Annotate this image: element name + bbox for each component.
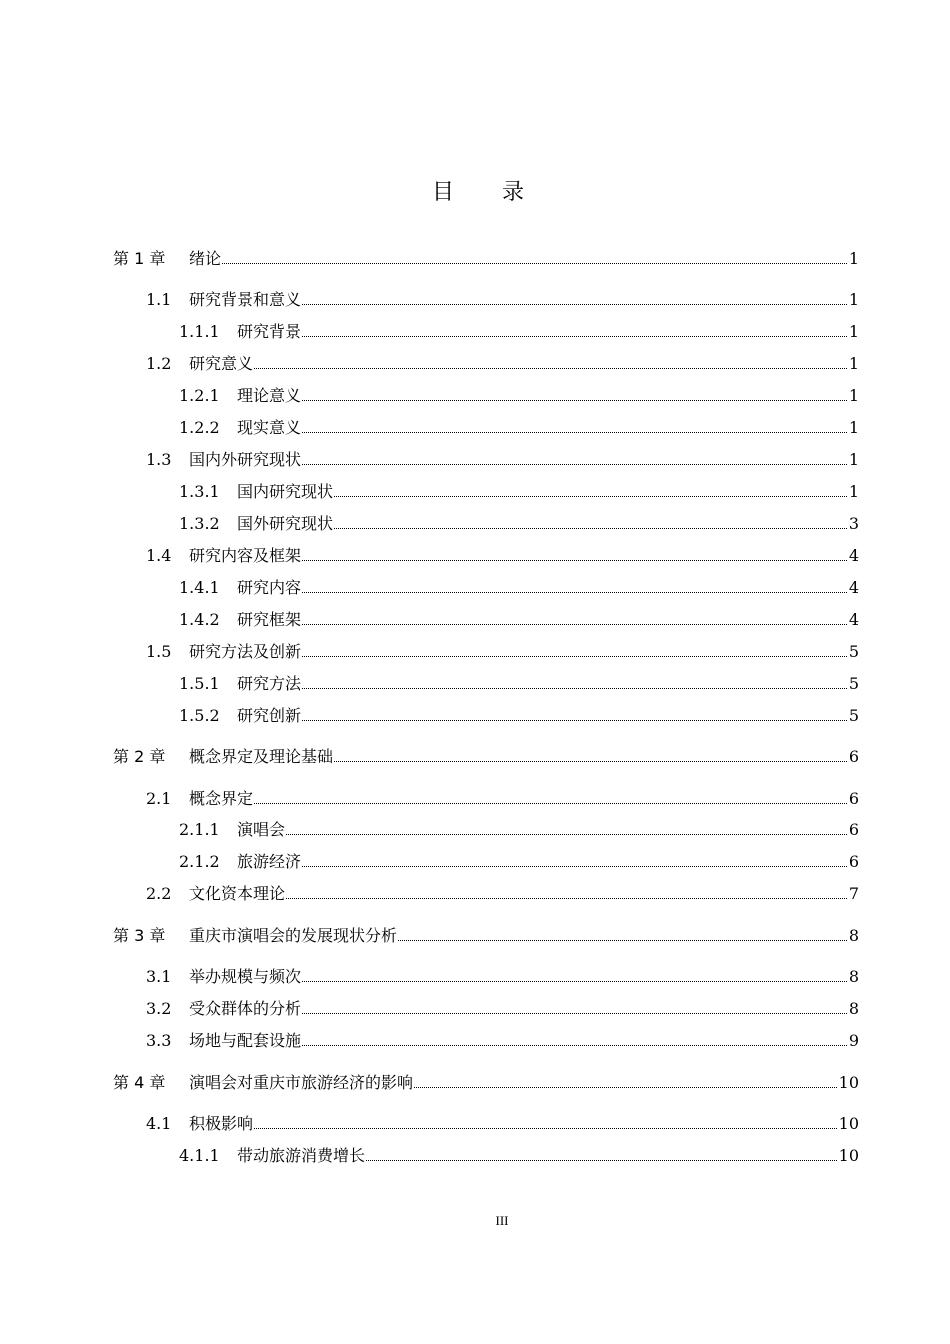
toc-dot-leader (334, 496, 847, 497)
toc-entry-number: 第 2 章 (113, 747, 166, 766)
toc-entry-title: 研究方法 (237, 674, 302, 693)
toc-entry-body (189, 1112, 859, 1136)
toc-entry-page: 4 (848, 610, 859, 629)
toc-entry-body (237, 384, 859, 408)
toc-entry-page: 6 (848, 820, 859, 839)
toc-entry-body (237, 850, 859, 874)
toc-entry-number: 1.2 (146, 354, 172, 373)
toc-entry-body (237, 512, 859, 536)
toc-entry-body (189, 965, 859, 989)
toc-entry-body (237, 818, 859, 842)
toc-entry-number: 2.1 (146, 789, 172, 808)
toc-entry-number: 2.2 (146, 884, 172, 903)
toc-entry-title: 研究内容 (237, 578, 302, 597)
toc-section-entry[interactable] (0, 448, 950, 472)
page-number: III (495, 1213, 509, 1228)
toc-entry-page: 8 (848, 967, 859, 986)
toc-section-entry[interactable] (0, 1112, 950, 1136)
toc-entry-page: 1 (848, 249, 859, 268)
toc-entry-title: 研究意义 (189, 354, 254, 373)
toc-dot-leader (366, 1160, 837, 1161)
toc-entry-body (189, 787, 859, 811)
toc-entry-title: 研究背景和意义 (189, 290, 302, 309)
toc-entry-number: 2.1.1 (179, 820, 220, 839)
toc-entry-body (189, 1029, 859, 1053)
toc-subsection-entry[interactable] (0, 608, 950, 632)
toc-entry-title: 带动旅游消费增长 (237, 1146, 366, 1165)
toc-dot-leader (302, 1013, 847, 1014)
toc-section-entry[interactable] (0, 997, 950, 1021)
toc-dot-leader (254, 368, 847, 369)
toc-entry-number: 1.2.1 (179, 386, 220, 405)
toc-entry-body (189, 544, 859, 568)
toc-dot-leader (302, 592, 847, 593)
toc-entry-page: 8 (848, 926, 859, 945)
toc-entry-page: 5 (848, 706, 859, 725)
toc-section-entry[interactable] (0, 787, 950, 811)
toc-section-entry[interactable] (0, 544, 950, 568)
toc-entry-body (237, 320, 859, 344)
toc-entry-body (189, 924, 859, 948)
toc-entry-page: 5 (848, 642, 859, 661)
toc-entry-page: 6 (848, 852, 859, 871)
toc-entry-number: 1.1 (146, 290, 172, 309)
toc-section-entry[interactable] (0, 352, 950, 376)
toc-entry-number: 3.3 (146, 1031, 172, 1050)
toc-entry-page: 10 (838, 1114, 859, 1133)
toc-dot-leader (398, 940, 847, 941)
toc-subsection-entry[interactable] (0, 320, 950, 344)
toc-entry-page: 4 (848, 578, 859, 597)
toc-dot-leader (414, 1087, 837, 1088)
toc-entry-page: 6 (848, 789, 859, 808)
toc-entry-body (189, 745, 859, 769)
toc-subsection-entry[interactable] (0, 512, 950, 536)
toc-entry-title: 文化资本理论 (189, 884, 286, 903)
toc-entry-number: 1.1.1 (179, 322, 220, 341)
toc-entry-number: 3.1 (146, 967, 172, 986)
toc-entry-body (189, 448, 859, 472)
toc-entry-title: 国内外研究现状 (189, 450, 302, 469)
toc-subsection-entry[interactable] (0, 672, 950, 696)
toc-dot-leader (254, 803, 847, 804)
toc-subsection-entry[interactable] (0, 850, 950, 874)
toc-entry-number: 4.1.1 (179, 1146, 220, 1165)
toc-subsection-entry[interactable] (0, 480, 950, 504)
toc-entry-title: 重庆市演唱会的发展现状分析 (189, 926, 398, 945)
toc-entry-title: 研究框架 (237, 610, 302, 629)
toc-entry-title: 国外研究现状 (237, 514, 334, 533)
toc-entry-page: 1 (848, 418, 859, 437)
toc-entry-body (189, 288, 859, 312)
toc-entry-number: 1.3.2 (179, 514, 220, 533)
toc-entry-title: 演唱会 (237, 820, 286, 839)
toc-dot-leader (302, 432, 847, 433)
toc-section-entry[interactable] (0, 640, 950, 664)
toc-entry-number: 1.4.2 (179, 610, 220, 629)
toc-entry-body (237, 608, 859, 632)
toc-entry-title: 举办规模与频次 (189, 967, 302, 986)
toc-subsection-entry[interactable] (0, 416, 950, 440)
toc-section-entry[interactable] (0, 882, 950, 906)
toc-entry-title: 积极影响 (189, 1114, 254, 1133)
toc-entry-page: 5 (848, 674, 859, 693)
toc-dot-leader (254, 1128, 837, 1129)
toc-entry-body (237, 416, 859, 440)
toc-entry-page: 1 (848, 482, 859, 501)
toc-entry-body (189, 352, 859, 376)
toc-dot-leader (334, 528, 847, 529)
toc-entry-page: 6 (848, 747, 859, 766)
toc-entry-number: 4.1 (146, 1114, 172, 1133)
toc-subsection-entry[interactable] (0, 818, 950, 842)
toc-dot-leader (334, 761, 847, 762)
toc-entry-title: 研究背景 (237, 322, 302, 341)
toc-entry-number: 1.3.1 (179, 482, 220, 501)
toc-entry-number: 1.5.2 (179, 706, 220, 725)
toc-entry-number: 第 4 章 (113, 1073, 166, 1092)
toc-dot-leader (286, 834, 847, 835)
toc-entry-body (237, 576, 859, 600)
toc-entry-body (189, 997, 859, 1021)
toc-entry-title: 旅游经济 (237, 852, 302, 871)
toc-entry-page: 1 (848, 354, 859, 373)
toc-subsection-entry[interactable] (0, 704, 950, 728)
toc-entry-number: 1.2.2 (179, 418, 220, 437)
toc-entry-number: 1.4 (146, 546, 172, 565)
toc-dot-leader (302, 981, 847, 982)
toc-dot-leader (302, 560, 847, 561)
toc-entry-number: 第 3 章 (113, 926, 166, 945)
toc-subsection-entry[interactable] (0, 1144, 950, 1168)
toc-entry-body (237, 704, 859, 728)
toc-entry-page: 3 (848, 514, 859, 533)
toc-entry-title: 受众群体的分析 (189, 999, 302, 1018)
toc-entry-title: 演唱会对重庆市旅游经济的影响 (189, 1073, 414, 1092)
toc-entry-page: 9 (848, 1031, 859, 1050)
toc-section-entry[interactable] (0, 1029, 950, 1053)
toc-entry-page: 4 (848, 546, 859, 565)
toc-entry-number: 1.5 (146, 642, 172, 661)
toc-section-entry[interactable] (0, 965, 950, 989)
toc-entry-body (237, 1144, 859, 1168)
toc-dot-leader (302, 304, 847, 305)
toc-dot-leader (302, 1045, 847, 1046)
toc-entry-number: 2.1.2 (179, 852, 220, 871)
toc-entry-title: 研究创新 (237, 706, 302, 725)
toc-entry-body (237, 672, 859, 696)
toc-dot-leader (302, 688, 847, 689)
toc-entry-title: 国内研究现状 (237, 482, 334, 501)
toc-dot-leader (302, 720, 847, 721)
toc-entry-number: 1.4.1 (179, 578, 220, 597)
toc-entry-page: 10 (838, 1073, 859, 1092)
toc-entry-number: 1.5.1 (179, 674, 220, 693)
toc-section-entry[interactable] (0, 288, 950, 312)
page-title: 目录 (431, 180, 572, 205)
toc-entry-title: 理论意义 (237, 386, 302, 405)
toc-entry-title: 绪论 (189, 249, 222, 268)
toc-subsection-entry[interactable] (0, 384, 950, 408)
toc-entry-title: 研究方法及创新 (189, 642, 302, 661)
toc-dot-leader (302, 624, 847, 625)
toc-entry-body (189, 640, 859, 664)
toc-entry-number: 1.3 (146, 450, 172, 469)
toc-entry-page: 1 (848, 322, 859, 341)
toc-entry-body (189, 882, 859, 906)
toc-entry-number: 3.2 (146, 999, 172, 1018)
toc-entry-title: 概念界定 (189, 789, 254, 808)
toc-entry-page: 1 (848, 450, 859, 469)
toc-entry-title: 研究内容及框架 (189, 546, 302, 565)
toc-dot-leader (286, 898, 847, 899)
toc-dot-leader (302, 400, 847, 401)
toc-entry-body (237, 480, 859, 504)
toc-entry-title: 场地与配套设施 (189, 1031, 302, 1050)
toc-subsection-entry[interactable] (0, 576, 950, 600)
toc-dot-leader (302, 336, 847, 337)
toc-entry-body (189, 247, 859, 271)
toc-entry-page: 7 (848, 884, 859, 903)
toc-entry-number: 第 1 章 (113, 249, 166, 268)
toc-entry-title: 概念界定及理论基础 (189, 747, 334, 766)
toc-dot-leader (302, 656, 847, 657)
toc-entry-page: 10 (838, 1146, 859, 1165)
toc-chapter-entry[interactable] (0, 1071, 950, 1095)
toc-entry-page: 1 (848, 386, 859, 405)
toc-dot-leader (302, 464, 847, 465)
toc-chapter-entry[interactable] (0, 745, 950, 769)
toc-entry-body (189, 1071, 859, 1095)
toc-dot-leader (302, 866, 847, 867)
toc-chapter-entry[interactable] (0, 247, 950, 271)
toc-entry-title: 现实意义 (237, 418, 302, 437)
toc-chapter-entry[interactable] (0, 924, 950, 948)
toc-dot-leader (222, 263, 847, 264)
toc-entry-page: 1 (848, 290, 859, 309)
toc-entry-page: 8 (848, 999, 859, 1018)
